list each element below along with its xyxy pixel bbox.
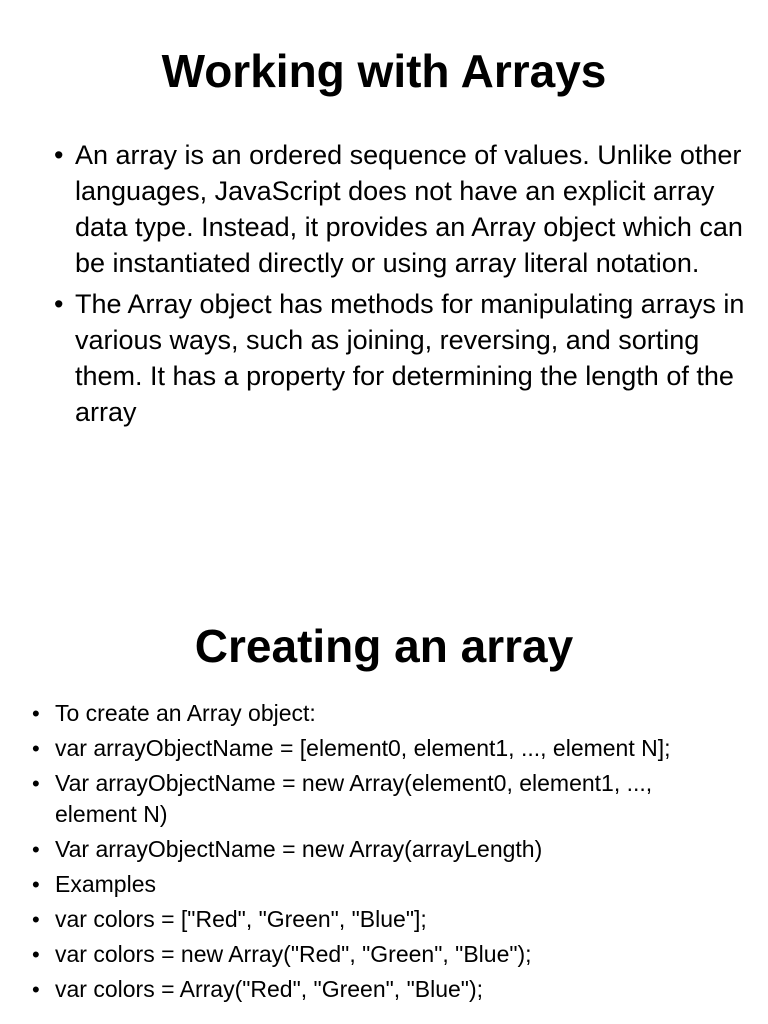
slide-title: Working with Arrays — [161, 45, 607, 97]
bullet-icon: • — [32, 771, 40, 796]
bullet-icon: • — [32, 942, 40, 967]
list-item — [32, 768, 722, 830]
list-item — [54, 286, 754, 430]
list-item — [54, 137, 754, 281]
list-item — [32, 733, 722, 764]
bullet-text: An array is an ordered sequence of values. Unlike other languages, JavaScript does not have an explicit array data type. Instead, it provides an Array object which can be instantiated directly or using array literal notation. — [75, 140, 743, 278]
bullet-icon: • — [32, 837, 40, 862]
bullet-text: var colors = Array("Red", "Green", "Blue"); — [55, 976, 483, 1002]
list-item — [32, 698, 722, 729]
bullet-text: Var arrayObjectName = new Array(arrayLength) — [55, 836, 543, 862]
bullet-text: Examples — [55, 871, 156, 897]
list-item — [32, 904, 722, 935]
bullet-icon: • — [32, 872, 40, 897]
bullet-text: var colors = ["Red", "Green", "Blue"]; — [55, 906, 427, 932]
bullet-icon: • — [32, 736, 40, 761]
list-item — [32, 834, 722, 865]
bullet-text: Var arrayObjectName = new Array(element0, element1, ..., element N) — [55, 770, 653, 827]
list-item — [32, 869, 722, 900]
bullet-icon: • — [54, 140, 64, 170]
slide-creating-an-array — [0, 600, 768, 1024]
slide-title: Creating an array — [194, 620, 574, 672]
bullet-icon: • — [32, 701, 40, 726]
bullet-icon: • — [32, 907, 40, 932]
list-item — [32, 939, 722, 970]
bullet-text: var arrayObjectName = [element0, element1, ..., element N]; — [55, 735, 671, 761]
bullet-list — [32, 698, 722, 1009]
bullet-text: To create an Array object: — [55, 700, 316, 726]
bullet-icon: • — [54, 289, 64, 319]
bullet-text: The Array object has methods for manipulating arrays in various ways, such as joining, reversing, and sorting them. It has a property for determining the length of the array — [75, 289, 745, 427]
bullet-icon: • — [32, 977, 40, 1002]
list-item — [32, 974, 722, 1005]
bullet-text: var colors = new Array("Red", "Green", "Blue"); — [55, 941, 532, 967]
bullet-list — [54, 137, 754, 435]
